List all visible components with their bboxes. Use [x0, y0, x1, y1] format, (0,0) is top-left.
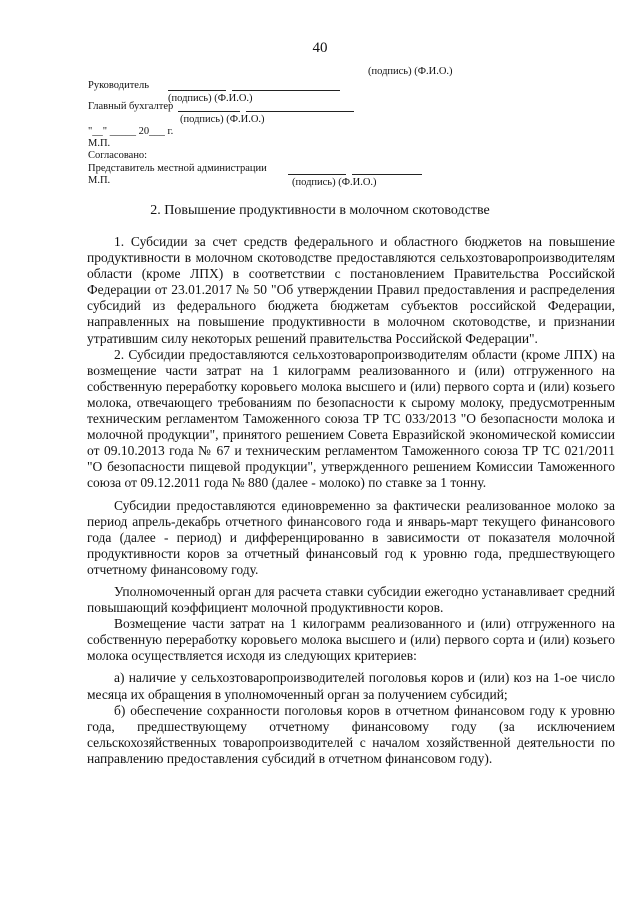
- accountant-label: Главный бухгалтер: [88, 101, 174, 112]
- section-heading: 2. Повышение продуктивности в молочном скотоводстве: [150, 203, 490, 218]
- paragraph-7: б) обеспечение сохранности поголовья коров в отчетном финансовом году к уровню года, предшествующему отчетному финансовому году (за исключением сельскохозяйственных товаропроизводителей с началом хозяйственной деятельности по направлению предоставления субсидий в отчетном финансовом году).: [87, 702, 615, 766]
- paragraph-2: 2. Субсидии предоставляются сельхозтоваропроизводителям области (кроме ЛПХ) на возмещение части затрат на 1 килограмм реализованного и (или) отгруженного на собственную переработку коровьего молока высшего и (или) первого сорта и (или) козьего молока, отвечающего требованиям по безопасности к сырому молоку, предусмотренным техническим регламентом Таможенного союза ТР ТС 033/2013 "О безопасности молока и молочной продукции", принятого решением Совета Евразийской экономической комиссии от 09.10.2013 года № 67 и техническим регламентом Таможенного союза ТР ТС 021/2011 "О безопасности пищевой продукции", утвержденного решением Комиссии Таможенного союза от 09.12.2011 года № 880 (далее - молоко) по ставке за 1 тонну.: [87, 346, 615, 491]
- signature-caption-top: (подпись) (Ф.И.О.): [368, 66, 453, 77]
- agreed-label: Согласовано:: [88, 150, 148, 161]
- representative-signature-line: [288, 174, 346, 175]
- head-signature-line: [168, 90, 226, 91]
- paragraph-3: Субсидии предоставляются единовременно за фактически реализованное молоко за период апрель-декабрь отчетного финансового года и январь-март текущего финансового года (далее - период) и дифференцированно в зависимости от показателя молочной продуктивности коров за отчетный финансовый год к уровню года, предшествующего отчетному финансовому году.: [87, 497, 615, 577]
- page-number: 40: [312, 40, 328, 56]
- date-line: "__" _____ 20___ г.: [88, 126, 174, 137]
- paragraph-1: 1. Субсидии за счет средств федерального и областного бюджетов на повышение продуктивности в молочном скотоводстве предоставляются сельхозтоваропроизводителям области (кроме ЛПХ) в соответствии с постановлением Правительства Российской Федерации от 23.01.2017 № 50 "Об утверждении Правил предоставления и распределения субсидий из федерального бюджета бюджетам субъектов российской Федерации, направленных на повышение продуктивности в молочном скотоводстве, и признании утратившим силу некоторых решений правительства Российской Федерации".: [87, 234, 615, 346]
- accountant-name-line: [246, 111, 354, 112]
- representative-stamp: М.П.: [88, 175, 111, 186]
- paragraph-5: Возмещение части затрат на 1 килограмм реализованного и (или) отгруженного на собственную переработку коровьего молока высшего и (или) первого сорта и (или) козьего молока осуществляется исходя из следующих критериев:: [87, 616, 615, 664]
- representative-caption: (подпись) (Ф.И.О.): [292, 177, 377, 188]
- head-name-line: [232, 90, 340, 91]
- paragraph-6: а) наличие у сельхозтоваропроизводителей поголовья коров и (или) коз на 1-ое число месяца их обращения в уполномоченный орган за получением субсидий;: [87, 670, 615, 702]
- accountant-caption: (подпись) (Ф.И.О.): [180, 114, 265, 125]
- stamp-label: М.П.: [88, 138, 111, 149]
- paragraph-4: Уполномоченный орган для расчета ставки субсидии ежегодно устанавливает средний повышающий коэффициент молочной продуктивности коров.: [87, 583, 615, 616]
- accountant-signature-line: [178, 111, 240, 112]
- representative-name-line: [352, 174, 422, 175]
- section-body: [87, 234, 615, 767]
- head-caption: (подпись) (Ф.И.О.): [168, 93, 253, 104]
- head-label: Руководитель: [88, 80, 149, 91]
- representative-label: Представитель местной администрации: [88, 163, 267, 174]
